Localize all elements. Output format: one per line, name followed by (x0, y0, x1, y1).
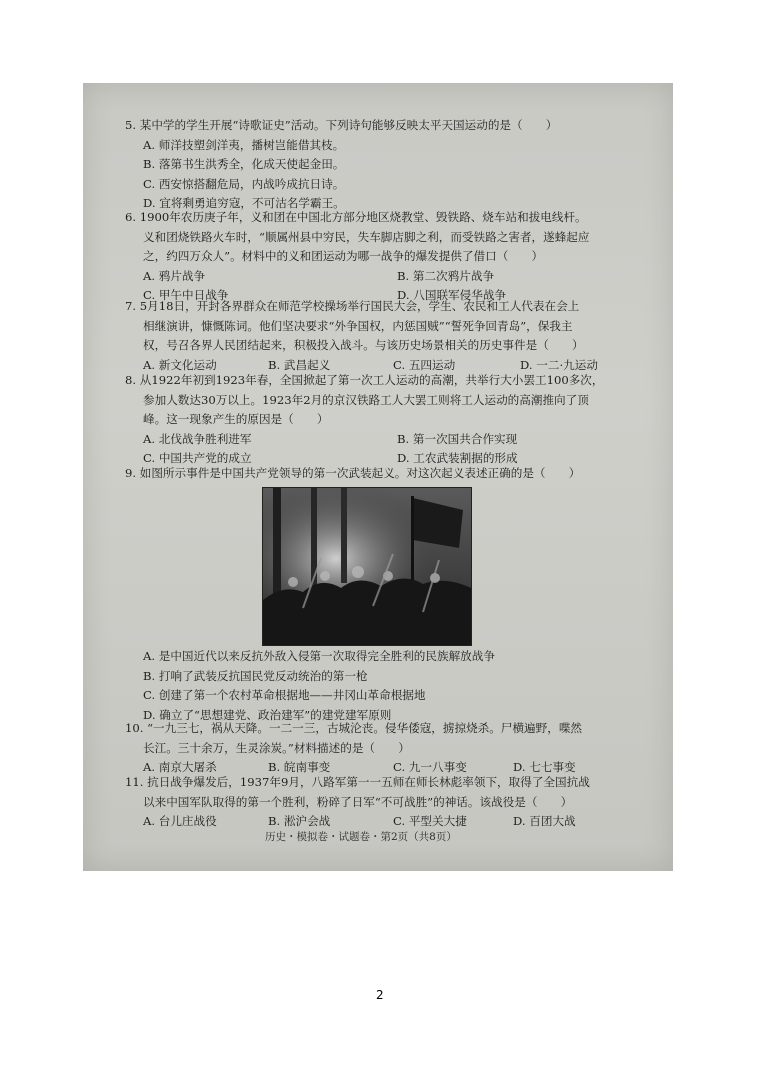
question-stem-cont: 以来中国军队取得的第一个胜利，粉碎了日军“不可战胜”的神话。该战役是（ ） (143, 794, 573, 809)
option-b: B. 皖南事变 (268, 760, 331, 775)
option-c: C. 创建了第一个农村革命根据地——井冈山革命根据地 (143, 688, 426, 703)
option-b: B. 第一次国共合作实现 (397, 431, 518, 446)
question-stem: 9. 如图所示事件是中国共产党领导的第一次武装起义。对这次起义表述正确的是（ ） (125, 466, 581, 480)
option-b: B. 淞沪会战 (268, 814, 331, 829)
option-d: D. 宜将剩勇追穷寇，不可沽名学霸王。 (143, 196, 345, 211)
question-7 (125, 297, 625, 375)
question-stem-cont: 之，约四万众人”。材料中的义和团运动为哪一战争的爆发提供了借口（ ） (143, 249, 544, 264)
question-stem: 7. 5月18日，开封各界群众在师范学校操场举行国民大会，学生、农民和工人代表在会上 (125, 299, 580, 313)
question-stem: 6. 1900年农历庚子年，义和团在中国北方部分地区烧教堂、毁铁路、烧车站和拔电线杆。 (125, 210, 587, 224)
question-stem-cont: 参加人数达30万以上。1923年2月的京汉铁路工人大罢工则将工人运动的高潮推向了顶 (143, 392, 589, 407)
option-c: C. 五四运动 (393, 357, 456, 372)
option-a: A. 师洋技塑剑洋夷，播树岂能借其枝。 (143, 137, 345, 152)
option-d: D. 工农武装割据的形成 (397, 451, 518, 466)
exam-footer: 历史・模拟卷・试题卷・第2页（共8页） (265, 831, 457, 843)
question-5 (125, 116, 625, 214)
option-c: C. 甲午中日战争 (143, 288, 229, 303)
question-9 (125, 464, 625, 484)
question-stem: 10. “一九三七，祸从天降。一二一三，古城沦丧。侵华倭寇，掳掠烧杀。尸横遍野，喋然 (125, 721, 583, 735)
question-stem-cont: 权，号召各界人民团结起来，积极投入战斗。与该历史场景相关的历史事件是（ ） (143, 338, 584, 353)
question-stem: 11. 抗日战争爆发后，1937年9月，八路军第一一五师在师长林彪率领下，取得了全国抗战 (125, 775, 590, 789)
option-d: D. 一二·九运动 (520, 357, 598, 372)
photo-illustration (263, 488, 471, 645)
option-c: C. 九一八事变 (393, 760, 467, 775)
question-11 (125, 773, 625, 832)
question-8 (125, 371, 625, 469)
question-stem-cont: 相继演讲，慷慨陈词。他们坚决要求“外争国权，内惩国贼”“誓死争回青岛”，保我主 (143, 318, 573, 333)
question-stem-cont: 峰。这一现象产生的原因是（ ） (143, 412, 329, 427)
option-d: D. 确立了“思想建党、政治建军”的建党建军原则 (143, 707, 392, 722)
option-a: A. 北伐战争胜利进军 (143, 431, 252, 446)
option-a: A. 新文化运动 (143, 357, 217, 372)
question-10 (125, 719, 625, 778)
option-b: B. 打响了武装反抗国民党反动统治的第一枪 (143, 668, 368, 683)
option-b: B. 第二次鸦片战争 (397, 268, 495, 283)
question-9-options (125, 647, 625, 725)
option-c: C. 西安惊搭翻危局，内战吟成抗日诗。 (143, 176, 345, 191)
question-stem: 8. 从1922年初到1923年春，全国掀起了第一次工人运动的高潮，共举行大小罢工100多次， (125, 373, 604, 387)
question-stem: 5. 某中学的学生开展“诗歌证史”活动。下列诗句能够反映太平天国运动的是（ ） (125, 118, 558, 132)
option-b: B. 落第书生洪秀全，化成天使起金田。 (143, 157, 345, 172)
question-stem-cont: 义和团烧铁路火车时，“顺属州县中穷民，失车脚店脚之利，而受铁路之害者，遂蜂起应 (143, 229, 590, 244)
option-b: B. 武昌起义 (268, 357, 331, 372)
question-stem-cont: 长江。三十余万，生灵涂炭。”材料描述的是（ ） (143, 740, 410, 755)
option-d: D. 八国联军侵华战争 (397, 288, 507, 303)
option-c: C. 中国共产党的成立 (143, 451, 252, 466)
page-number: 2 (376, 988, 384, 1002)
option-a: A. 台儿庄战役 (143, 814, 217, 829)
option-d: D. 百团大战 (513, 814, 576, 829)
option-a: A. 南京大屠杀 (143, 760, 217, 775)
nanchang-uprising-photo (262, 487, 472, 646)
option-a: A. 鸦片战争 (143, 268, 206, 283)
option-d: D. 七七事变 (513, 760, 576, 775)
option-c: C. 平型关大捷 (393, 814, 467, 829)
question-6 (125, 208, 625, 306)
option-a: A. 是中国近代以来反抗外敌入侵第一次取得完全胜利的民族解放战争 (143, 649, 495, 663)
